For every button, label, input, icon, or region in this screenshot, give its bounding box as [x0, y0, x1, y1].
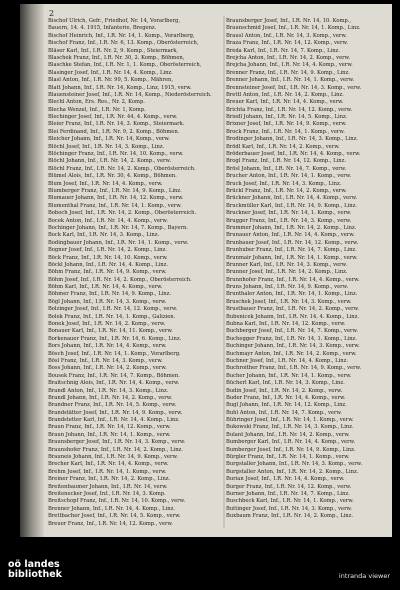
text-line: Bréda Karl, Inf., I.R. Nr. 14, 7. Komp., Linz.: [226, 47, 340, 54]
text-line: Brettl Anton, Inf., I.R. Nr. 14, 2. Komp., Linz.: [226, 91, 344, 98]
page-number: 2: [49, 9, 55, 18]
text-line: Breuer Franz, Inf., I.R. Nr. 14, 12. Komp., verw.: [48, 520, 173, 527]
text-line: Bröderbauer Josef, Inf., I.R. Nr. 14, 4. Komp., verw.: [226, 151, 361, 158]
column-divider: [223, 16, 225, 528]
text-line: Blaschek Franz, Inf., I.R. Nr. 30, 2. Komp., Böhmen,: [48, 54, 185, 61]
logo-line-1: oö landes: [8, 559, 60, 570]
text-line: Brogl Franz, Inf., I.R. Nr. 14, 12. Komp., Linz.: [226, 158, 346, 165]
text-line: Bors Johann, Inf., I.R. Nr. 14, 4. Komp., verw.: [48, 343, 167, 350]
text-line: Böhm Karl, Inf., I.R. Nr. 14, 4. Komp., verw.: [48, 284, 163, 291]
viewer-label: intranda viewer: [338, 572, 390, 580]
text-line: Blei Ferdinand, Inf., I.R. Nr. 9, 2. Komp., Böhmen.: [48, 128, 180, 135]
text-line: Brunauer Anton, Inf., I.R. Nr. 14, 4. Komp., verw.: [226, 232, 355, 239]
text-line: Bruck Josef, Inf., I.R. Nr. 14, 3. Komp., Linz.: [226, 180, 342, 187]
text-line: Brenner Johann, Inf., I.R. Nr. 14, 4. Komp., Linz.: [48, 505, 175, 512]
text-line: Briedl Johann, Inf., I.R. Nr. 14, 5. Komp., Linz.: [226, 114, 348, 121]
text-line: Bukowski Franz, Inf., I.R. Nr. 14, 3. Komp., Linz.: [226, 424, 354, 431]
text-line: Bruschek Josef, Inf., I.R. Nr. 14, 3. Komp., verw.: [226, 298, 352, 305]
text-line: Boss Johann, Inf., I.R. Nr. 14, 2. Komp., verw.: [48, 365, 167, 372]
text-line: Brummer Johann, Inf., I.R. Nr. 14, 2. Komp., Linz.: [226, 224, 357, 231]
text-line: Brandstätter Josef, Inf., I.R. Nr. 14, 9. Komp., verw.: [48, 409, 183, 416]
text-line: Bulant Johann, Inf., I.R. Nr. 14, 2. Komp., verw.: [226, 431, 350, 438]
text-line: Blum Josef, Inf., I.R. Nr. 14, 4. Komp., verw.: [48, 180, 163, 187]
text-line: Bock Karl, Inf., I.R. Nr. 14, 3. Komp., Linz.: [48, 232, 160, 239]
text-line: Buxbaum Franz, Inf., I.R. Nr. 14, 2. Komp., Linz.: [226, 513, 354, 520]
text-line: Bocek Anton, Inf., I.R. Nr. 14, 4. Komp., verw.: [48, 217, 168, 224]
text-line: Boboch Josef, Inf., I.R. Nr. 14, 2. Komp., Oberösterreich.: [48, 210, 197, 217]
text-line: Blasl Anton, Inf., I.R. Nr. 99, 5. Komp., Mähren,: [48, 77, 174, 84]
text-line: Blumauer Johann, Inf., I.R. Nr. 14, 12. Komp., verw.: [48, 195, 184, 202]
text-line: Bugl Johann, Inf., I.R. Nr. 14, 12. Komp., Linz.: [226, 402, 347, 409]
text-line: Brenner Johann, Inf., I.R. Nr. 14, 1. Komp., verw.: [226, 77, 355, 84]
text-line: Burgstaller Johann, Inf., I.R. Nr. 14, 3. Komp., verw.: [226, 461, 363, 468]
text-line: Bruns Johann, Inf., I.R. Nr. 14, 9. Komp., verw.: [226, 284, 349, 291]
text-line: Braun Franz, Inf., I.R. Nr. 14, 12. Komp., verw.: [48, 424, 171, 431]
text-line: Böck Franz, Inf., I.R. Nr. 14, 10. Komp., verw.: [48, 254, 168, 261]
text-line: Brunthaler Anton, Inf., I.R. Nr. 14, 1. Komp., Linz.: [226, 291, 358, 298]
text-line: Brejcha Johann, Inf., I.R. Nr. 14, 4. Komp., verw.: [226, 62, 353, 69]
text-line: Brunnhofer Franz, Inf., I.R. Nr. 14, 4. Komp., verw.: [226, 276, 360, 283]
text-line: Burian Josef, Inf., I.R. Nr. 14, 4. Komp., verw.: [226, 476, 345, 483]
text-line: Brandner Franz, Inf., I.R. Nr. 14, 5. Komp., verw.: [48, 402, 177, 409]
text-line: Braunsberger Josef, Inf., I.R. Nr. 14, 10. Komp.,: [226, 18, 351, 24]
text-line: Braun Johann, Inf., I.R. Nr. 14, 1. Komp., verw.: [48, 431, 171, 438]
text-line: Blöchl Franz, Inf., I.R. Nr. 14, 2. Komp., Oberösterreich.: [48, 165, 196, 172]
text-line: Burner Johann, Inf., I.R. Nr. 14, 7. Komp., Linz.: [226, 491, 350, 497]
text-line: Brückner Johann, Inf., I.R. Nr. 14, 4. Komp., verw.: [226, 195, 358, 202]
text-line: Bubenicek Johann, Inf., I.R. Nr. 14, 4. Komp., Linz.: [226, 313, 360, 320]
text-line: Böhm Josef, Inf., I.R. Nr. 14, 2. Komp., Oberösterreich.: [48, 276, 192, 283]
text-line: Bruckner Josef, Inf., I.R. Nr. 14, 1. Komp., verw.: [226, 210, 352, 217]
text-line: Bischof Heinrich, Inf., I.R. Nr. 14, 1. Komp., Vorarlberg,: [48, 32, 195, 39]
text-line: Bläser Karl, Inf., I.R. Nr. 2, 9. Komp., Steiermark,: [48, 47, 178, 54]
text-line: Brandl Anton, Inf., I.R. Nr. 14, 3. Komp., Linz.: [48, 387, 169, 394]
text-line: Blechl Anton, Ers. Res., Nr. 2, Komp.: [48, 99, 145, 106]
text-line: Brösl Johann, Inf., I.R. Nr. 14, 7. Komp., verw.: [226, 165, 347, 172]
text-line: Blasinger Josef, Inf., I.R. Nr. 14, 4. Komp., Linz.: [48, 69, 173, 76]
text-line: Blöchl Josef, Inf., I.R. Nr. 14, 3. Komp., Linz.: [48, 143, 165, 150]
text-line: Brunhuber Franz, Inf., I.R. Nr. 14, 7. Komp., Linz.: [226, 247, 357, 254]
text-line: Brucher Anton, Inf., I.R. Nr. 14, 1. Komp., verw.: [226, 173, 352, 180]
text-line: Braza Franz, Inf., I.R. Nr. 14, 12. Komp., verw.: [226, 40, 348, 47]
text-line: Buchroither Franz, Inf., I.R. Nr. 14, 9. Komp., verw.: [226, 365, 362, 372]
text-line: Budin Josef, Inf., I.R. Nr. 14, 2. Komp., verw.: [226, 387, 343, 394]
text-line: Buchinger Johann, Inf., I.R. Nr. 14, 3. Komp., verw.: [226, 343, 360, 350]
text-line: Bonek Josef, Inf., I.R. Nr. 14, 2. Komp., verw.: [48, 321, 166, 328]
text-line: Breiner Franz, Inf., I.R. Nr. 14, 2. Komp., Linz.: [48, 476, 171, 483]
text-line: Buchegger Franz, Inf., I.R. Nr. 14, 1. Komp., Linz.: [226, 335, 357, 342]
text-line: Buder Franz, Inf., I.R. Nr. 14, 4. Komp., verw.: [226, 394, 346, 401]
text-line: Blöchinger Franz, Inf., I.R. Nr. 14, 10. Komp., verw.: [48, 151, 184, 158]
text-line: Bochinger Johann, Inf., I.R. Nr. 14, 7. Komp., Bayern.: [48, 224, 188, 231]
text-line: Blatt Johann, Inf., I.R. Nr. 14, Komp., Linz, 1915, verw.: [48, 84, 192, 91]
text-line: Breitschopf Franz, Inf., I.R. Nr. 14, 10. Komp., verw.: [48, 498, 186, 505]
text-line: Bodingbauer Johann, Inf., I.R. Nr. 14, 1. Komp., verw.: [48, 239, 189, 246]
text-line: Bücherl Karl, Inf., I.R. Nr. 14, 3. Komp., Linz.: [226, 380, 345, 387]
text-line: Bleier Franz, Inf., I.R. Nr. 14, 3. Komp., Steiermark.: [48, 121, 185, 128]
text-line: Bolzinger Josef, Inf., I.R. Nr. 14, 12. Komp., verw.: [48, 306, 178, 313]
text-line: Brennsteiner Josef, Inf., I.R. Nr. 14, 3. Komp., verw.: [226, 84, 362, 91]
text-line: Brugger Franz, Inf., I.R. Nr. 14, 3. Komp., verw.: [226, 217, 352, 224]
text-line: Braunshofer Franz, Inf., I.R. Nr. 14, 2. Komp., Linz.: [48, 446, 183, 453]
text-line: Blecha Wenzel, Inf., I.R. Nr. 1, Komp.: [48, 106, 146, 113]
text-line: Brecher Karl, Inf., I.R. Nr. 14, 4. Komp., verw.: [48, 461, 169, 468]
text-line: Braitschnig Alois, Inf., I.R. Nr. 14, 4. Komp., verw.: [48, 380, 180, 387]
right-text-column: [226, 18, 390, 521]
text-line: Brandl Johann, Inf., I.R. Nr. 14, 2. Komp., verw.: [48, 394, 173, 401]
text-line: Blümel Alois, Inf., I.R. Nr. 30, 4. Komp., Böhmen.: [48, 173, 177, 180]
text-line: Buchmayr Anton, Inf., I.R. Nr. 14, 2. Komp., verw.: [226, 350, 357, 357]
text-line: Bühringer Josef, Inf., I.R. Nr. 14, 1. Komp., verw.: [226, 417, 354, 424]
text-line: Breuer Karl, Inf., I.R. Nr. 14, 4. Komp., verw.: [226, 99, 344, 106]
text-line: Bumberger Josef, Inf., I.R. Nr. 14, 9. Komp., Linz.: [226, 446, 356, 453]
text-line: Burgstaller Anton, Inf., I.R. Nr. 14, 2. Komp., Linz.: [226, 468, 359, 475]
book-gutter-shadow: [20, 4, 44, 537]
text-line: Brustbauer Franz, Inf., I.R. Nr. 14, 2. Komp., verw.: [226, 306, 360, 313]
text-line: Böhmer Franz, Inf., I.R. Nr. 14, 9. Komp., Linz.: [48, 291, 172, 298]
text-line: Brichta Franz, Inf., I.R. Nr. 14, 12. Komp., verw.: [226, 106, 353, 113]
text-line: Bleicher Johann, Inf., I.R. Nr. 14, Komp., verw.: [48, 136, 170, 143]
text-line: Borkenauer Franz, Inf., I.R. Nr. 14, 6. Komp., Linz.: [48, 335, 182, 342]
text-line: Buchberger Josef, Inf., I.R. Nr. 14, 7. Komp., verw.: [226, 328, 358, 335]
text-line: Braunsberger Josef, Inf., I.R. Nr. 14, 3. Komp., verw.: [48, 439, 186, 446]
text-line: Brunbauer Josef, Inf., I.R. Nr. 14, 12. Komp., verw.: [226, 239, 359, 246]
library-logo: [8, 560, 62, 580]
text-line: Brödl Karl, Inf., I.R. Nr. 14, 2. Komp., verw.: [226, 143, 340, 150]
text-line: Brodinger Johann, Inf., I.R. Nr. 14, 3. Komp., Linz.: [226, 136, 358, 143]
text-line: Buschbeck Karl, Inf., I.R. Nr. 14, 1. Komp., verw.: [226, 498, 354, 505]
text-line: Breitenbaumer Johann, Inf., I.R. Nr. 14, verw.: [48, 483, 168, 490]
text-line: Buchner Josef, Inf., I.R. Nr. 14, 4. Komp., Linz.: [226, 357, 348, 364]
text-line: Bauern, 14. 4. 1915, Infanterie, Bregenz.: [48, 25, 157, 32]
text-line: Bischof Franz, Inf., I.R. Nr. 6, 13. Komp., Oberösterreich,: [48, 40, 199, 47]
scanned-page: [20, 4, 392, 537]
text-line: Blumberger Franz, Inf., I.R. Nr. 14, 9. Komp., Linz.: [48, 187, 182, 194]
text-line: Burger Franz, Inf., I.R. Nr. 14, 12. Komp., verw.: [226, 483, 352, 490]
left-text-column: [48, 18, 218, 528]
text-line: Böhm Franz, Inf., I.R. Nr. 14, 9. Komp., verw.: [48, 269, 167, 276]
text-line: Blöchl Johann, Inf., I.R. Nr. 14, 2. Komp., verw.: [48, 158, 171, 165]
text-line: Bürgler Franz, Inf., I.R. Nr. 14, 1. Komp., verw.: [226, 454, 350, 461]
text-line: Bögl Johann, Inf., I.R. Nr. 14, 3. Komp., verw.: [48, 298, 167, 305]
text-line: Brehm Josef, Inf., I.R. Nr. 14, 1. Komp., verw.: [48, 468, 167, 475]
text-line: Blumenthal Franz, Inf., I.R. Nr. 14, 1. Komp., verw.: [48, 202, 182, 209]
text-line: Bolek Franz, Inf., I.R. Nr. 14, 1. Komp., Galizien.: [48, 313, 176, 320]
text-line: Böckl Johann, Inf., I.R. Nr. 14, 4. Komp., Linz.: [48, 261, 168, 268]
text-line: Brunner Josef, Inf., I.R. Nr. 14, 2. Komp., Linz.: [226, 269, 348, 276]
text-line: Brauneis Johann, Inf., I.R. Nr. 14, 9. Komp., verw.: [48, 454, 178, 461]
text-line: Buttinger Josef, Inf., I.R. Nr. 14, 3. Komp., verw.: [226, 505, 353, 512]
text-line: Brenner Franz, Inf., I.R. Nr. 14, 9. Komp., Linz.: [226, 69, 350, 76]
text-line: Bousek Franz, Inf., I.R. Nr. 14, 7. Komp., Böhmen.: [48, 372, 180, 379]
text-line: Bucher Johann, Inf., I.R. Nr. 14, 1. Komp., verw.: [226, 372, 352, 379]
text-line: Bischof Ulrich, Gefr., Friedhof, Nr. 14, Vorarlberg,: [48, 18, 180, 24]
text-line: Bonauer Karl, Inf., I.R. Nr. 14, 11. Komp., verw.: [48, 328, 173, 335]
text-line: Blaschke Stefan, Inf., I.R. Nr. 1, 1. Komp., Oberösterreich,: [48, 62, 202, 69]
text-line: Breitenecker Josef, Inf., I.R. Nr. 14, 3. Komp.: [48, 491, 166, 497]
text-line: Bruckmüller Karl, Inf., I.R. Nr. 14, 9. Komp., Linz.: [226, 202, 357, 209]
text-line: Brunmair Johann, Inf., I.R. Nr. 14, 1. Komp., verw.: [226, 254, 358, 261]
text-line: Brock Franz, Inf., I.R. Nr. 14, 1. Komp., verw.: [226, 128, 345, 135]
text-line: Bumberger Karl, Inf., I.R. Nr. 14, 4. Komp., verw.: [226, 439, 356, 446]
text-line: Braunschmid Josef, Inf., I.R. Nr. 14, 1. Komp., Linz.: [226, 25, 361, 32]
text-line: Brixner Josef, Inf., I.R. Nr. 14, 9. Komp., verw.: [226, 121, 347, 128]
text-line: Bösch Josef, Inf., I.R. Nr. 14, 1. Komp., Vorarlberg.: [48, 350, 181, 357]
text-line: Bogner Josef, Inf., I.R. Nr. 14, 2. Komp., Linz.: [48, 247, 167, 254]
text-line: Brandstetter Karl, Inf., I.R. Nr. 14, 4. Komp., Linz.: [48, 417, 180, 424]
text-line: Bösl Franz, Inf., I.R. Nr. 14, 3. Komp., verw.: [48, 357, 163, 364]
text-line: Blechinger Josef, Inf., I.R. Nr. 44, 4. Komp., verw.: [48, 114, 178, 121]
logo-line-2: bibliothek: [8, 569, 62, 580]
text-line: Bubna Karl, Inf., I.R. Nr. 14, 12. Komp., verw.: [226, 321, 346, 328]
text-line: Buhl Anton, Inf., I.R. Nr. 14, 7. Komp., verw.: [226, 409, 342, 416]
text-line: Brejcha Anton, Inf., I.R. Nr. 14, 2. Komp., verw.: [226, 54, 351, 61]
text-line: Brettbacher Josef, Inf., I.R. Nr. 14, 5. Komp., verw.: [48, 513, 181, 520]
text-line: Brückl Franz, Inf., I.R. Nr. 14, 2. Komp., verw.: [226, 187, 347, 194]
text-line: Brunner Karl, Inf., I.R. Nr. 14, 3. Komp., verw.: [226, 261, 348, 268]
text-line: Blauensteiner Josef, Inf., I.R. Nr. 14, Komp., Niederösterreich.: [48, 91, 212, 98]
text-line: Brausl Anton, Inf., I.R. Nr. 14, 3. Komp., verw.: [226, 32, 347, 39]
